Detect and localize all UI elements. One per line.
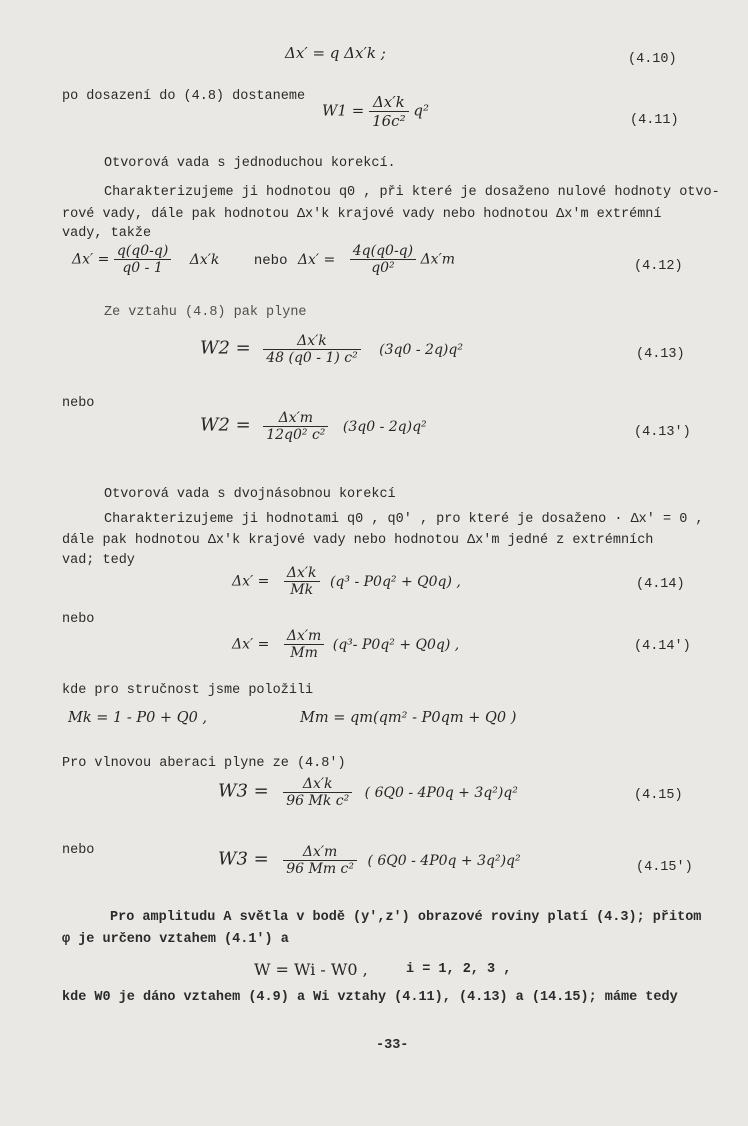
eq-numerator: q(q0-q) <box>114 243 171 260</box>
equation-w: W = Wi - W0 , <box>254 960 368 979</box>
eq-lhs: W3 = <box>218 848 269 870</box>
eq-denominator: 48 (q0 - 1) c² <box>266 350 358 366</box>
eq-rhs: (3q0 - 2q)q² <box>379 341 463 358</box>
eq-rhs: ( 6Q0 - 4P0q + 3q²)q² <box>367 852 521 869</box>
equation-number: (4.13) <box>636 347 685 362</box>
eq-lhs: Δx′ = <box>232 636 270 653</box>
eq-lhs: Δx′ = <box>232 573 270 590</box>
eq-lhs: W3 = <box>218 780 269 802</box>
equation-4-13b <box>200 410 427 443</box>
paragraph-text: nebo <box>62 396 95 411</box>
eq-denominator: 96 Mk c² <box>286 793 350 809</box>
equation-4-11 <box>322 93 429 130</box>
paragraph-text: Charakterizujeme ji hodnotami q0 , q0′ , pro které je dosaženo · Δx′ = 0 , <box>104 512 704 527</box>
eq-lhs: Δx′ = <box>72 251 110 268</box>
eq-numerator: Δx′k <box>283 776 352 793</box>
paragraph-text: rové vady, dále pak hodnotou Δx′k krajové vady nebo hodnotou Δx′m extrémní <box>62 207 662 222</box>
equation-4-15 <box>218 776 518 809</box>
eq-numerator: Δx′k <box>369 93 409 112</box>
equation-number: (4.15′) <box>636 860 693 875</box>
eq-denominator: 12q0² c² <box>266 427 326 443</box>
eq-lhs: Δx′ = <box>297 251 336 268</box>
eq-denominator: q0² <box>371 260 395 276</box>
equation-4-15b <box>218 844 521 877</box>
eq-rhs: (q³- P0q² + Q0q) , <box>332 636 460 653</box>
equation-4-14b <box>232 628 459 661</box>
eq-denominator: 16c² <box>372 112 406 130</box>
eq-numerator: Δx′m <box>263 410 328 427</box>
equation-number: (4.11) <box>630 113 679 128</box>
eq-denominator: Mk <box>290 582 314 598</box>
eq-denominator: 96 Mm c² <box>286 861 354 877</box>
equation-mm: Mm = qm(qm² - P0qm + Q0 ) <box>300 710 517 726</box>
section-heading: Otvorová vada s dvojnásobnou korekcí <box>104 487 396 502</box>
equation-mk: Mk = 1 - P0 + Q0 , <box>68 710 208 726</box>
equation-number: (4.14′) <box>634 639 691 654</box>
eq-numerator: Δx′k <box>263 333 361 350</box>
eq-numerator: Δx′k <box>284 565 320 582</box>
eq-numerator: Δx′m <box>284 628 324 645</box>
equation-index: i = 1, 2, 3 , <box>406 962 512 977</box>
paragraph-text: nebo <box>62 612 95 627</box>
eq-lhs: W2 = <box>200 414 251 436</box>
paragraph-text: Pro amplitudu A světla v bodě (y′,z′) obrazové roviny platí (4.3); přitom <box>110 910 702 925</box>
equation-4-10: Δx′ = q Δx′k ; <box>285 44 386 62</box>
eq-numerator: Δx′m <box>283 844 357 861</box>
eq-denominator: q0 - 1 <box>122 260 163 276</box>
paragraph-text: dále pak hodnotou Δx′k krajové vady nebo hodnotou Δx′m jedné z extrémních <box>62 533 654 548</box>
eq-rhs: ( 6Q0 - 4P0q + 3q²)q² <box>364 784 518 801</box>
eq-term: Δx′k <box>189 251 220 268</box>
equation-number: (4.14) <box>636 577 685 592</box>
paragraph-text: Pro vlnovou aberaci plyne ze (4.8′) <box>62 756 346 771</box>
paragraph-text: Charakterizujeme ji hodnotou q0 , při které je dosaženo nulové hodnoty otvo- <box>104 185 720 200</box>
equation-4-12 <box>72 243 455 276</box>
equation-number: (4.13′) <box>634 425 691 440</box>
eq-rhs: (q³ - P0q² + Q0q) , <box>329 573 461 590</box>
section-heading: Otvorová vada s jednoduchou korekcí. <box>104 156 396 171</box>
paragraph-text: Ze vztahu (4.8) pak plyne <box>104 305 307 320</box>
eq-term: Δx′m <box>420 251 456 268</box>
equation-4-14 <box>232 565 461 598</box>
paragraph-text: φ je určeno vztahem (4.1′) a <box>62 932 289 947</box>
eq-lhs: W2 = <box>200 337 251 359</box>
paragraph-text: vady, takže <box>62 226 152 241</box>
paragraph-text: vad; tedy <box>62 553 135 568</box>
eq-numerator: 4q(q0-q) <box>350 243 416 260</box>
paragraph-text: kde W0 je dáno vztahem (4.9) a Wi vztahy (4.11), (4.13) a (14.15); máme tedy <box>62 990 678 1005</box>
paragraph-text: po dosazení do (4.8) dostaneme <box>62 89 306 104</box>
eq-denominator: Mm <box>290 645 318 661</box>
equation-number: (4.10) <box>628 52 677 67</box>
paragraph-text: kde pro stručnost jsme položili <box>62 683 314 698</box>
eq-rhs: q² <box>413 101 430 120</box>
equation-number: (4.15) <box>634 788 683 803</box>
page-number: -33- <box>376 1038 409 1053</box>
eq-or: nebo <box>253 252 288 269</box>
eq-lhs: W1 = <box>322 101 365 120</box>
eq-rhs: (3q0 - 2q)q² <box>342 418 427 435</box>
equation-number: (4.12) <box>634 259 683 274</box>
equation-4-13 <box>200 333 463 366</box>
paragraph-text: nebo <box>62 843 95 858</box>
